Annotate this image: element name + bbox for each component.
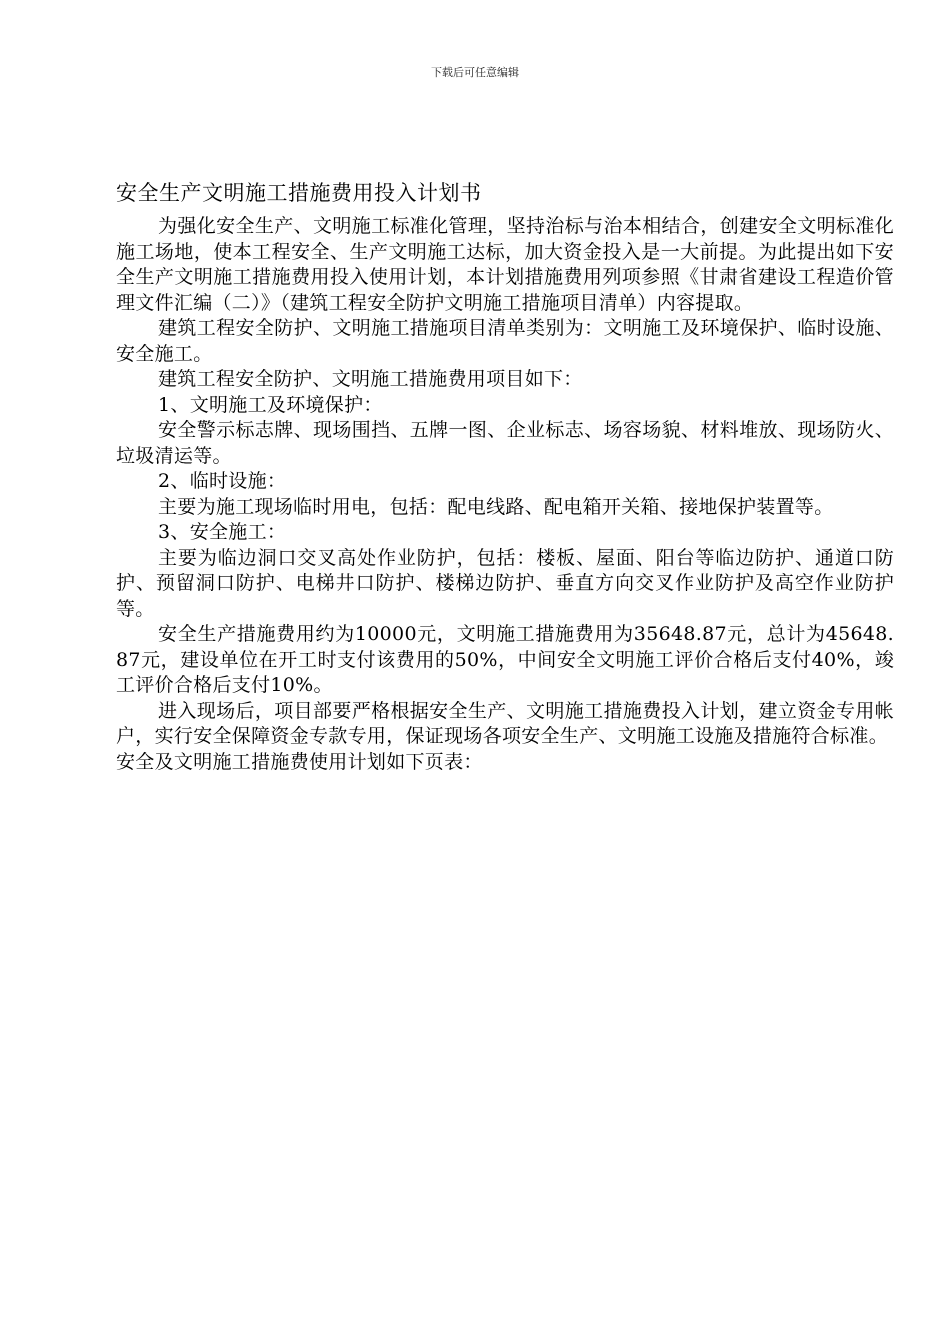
- paragraph-fund-management: 进入现场后，项目部要严格根据安全生产、文明施工措施费投入计划，建立资金专用帐户，实行安全保障资金专款专用，保证现场各项安全生产、文明施工设施及措施符合标准。: [116, 699, 894, 747]
- header-note: 下载后可任意编辑: [431, 66, 519, 79]
- paragraph-costs: 安全生产措施费用约为10000元，文明施工措施费用为35648.87元，总计为45648.87元，建设单位在开工时支付该费用的50%，中间安全文明施工评价合格后支付40%，竣工评价合格后支付10%。: [116, 623, 894, 696]
- paragraph-safety: 主要为临边洞口交叉高处作业防护，包括：楼板、屋面、阳台等临边防护、通道口防护、预留洞口防护、电梯井口防护、楼梯边防护、垂直方向交叉作业防护及高空作业防护等。: [116, 546, 894, 620]
- document-body: [116, 178, 894, 775]
- paragraph-environment: 安全警示标志牌、现场围挡、五牌一图、企业标志、场容场貌、材料堆放、现场防火、垃圾清运等。: [116, 419, 894, 467]
- section-heading-safety: 3、安全施工：: [158, 521, 287, 543]
- section-heading-environment: 1、文明施工及环境保护：: [158, 393, 383, 416]
- paragraph-table-reference: 安全及文明施工措施费使用计划如下页表：: [116, 750, 483, 773]
- document-title: 安全生产文明施工措施费用投入计划书: [116, 181, 482, 205]
- paragraph-categories: 建筑工程安全防护、文明施工措施项目清单类别为：文明施工及环境保护、临时设施、安全施工。: [116, 317, 894, 365]
- paragraph-temporary: 主要为施工现场临时用电，包括：配电线路、配电箱开关箱、接地保护装置等。: [158, 495, 834, 518]
- section-heading-temporary: 2、临时设施：: [158, 470, 287, 492]
- paragraph-items-heading: 建筑工程安全防护、文明施工措施费用项目如下：: [158, 368, 583, 390]
- paragraph-intro: 为强化安全生产、文明施工标准化管理，坚持治标与治本相结合，创建安全文明标准化施工场地，使本工程安全、生产文明施工达标，加大资金投入是一大前提。为此提出如下安全生产文明施工措施费用投入使用计划，本计划措施费用列项参照《甘肃省建设工程造价管理文件汇编（二）》（建筑工程安全防护文明施工措施项目清单）内容提取。: [116, 215, 894, 314]
